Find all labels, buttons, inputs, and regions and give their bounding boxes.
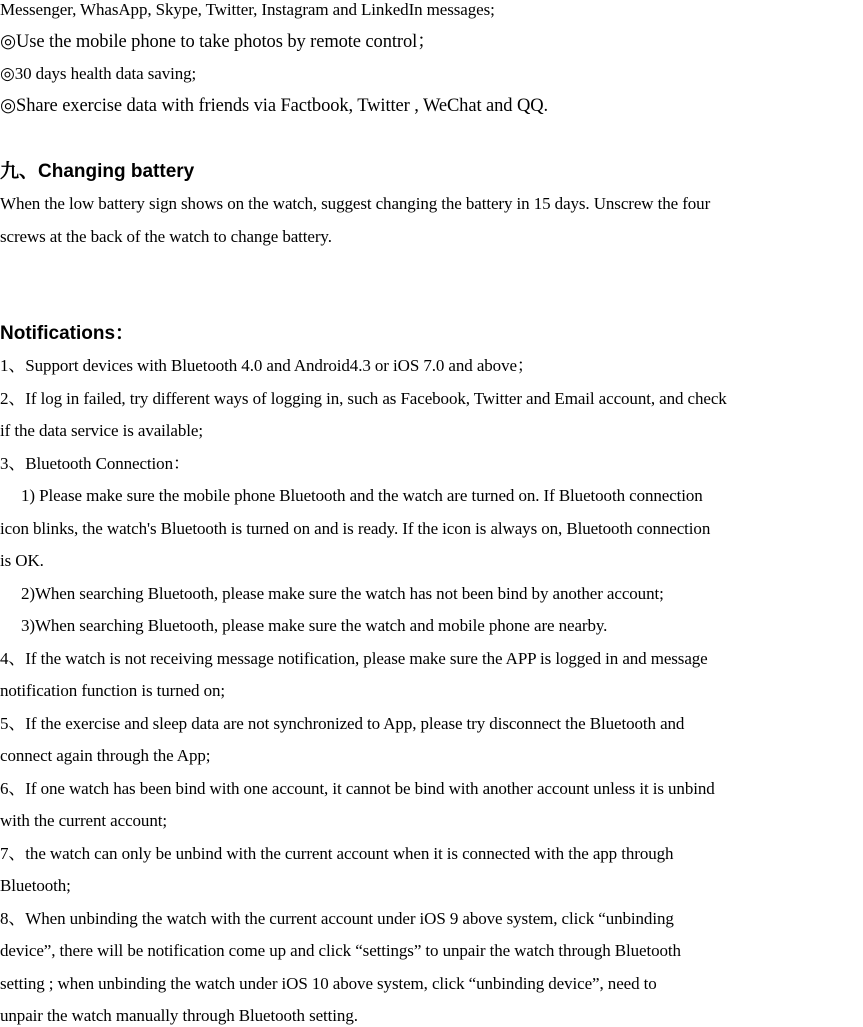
notification-item-line: icon blinks, the watch's Bluetooth is turned on and is ready. If the icon is always on, Bluetooth connection	[0, 519, 711, 538]
notification-item-line: 2、If log in failed, try different ways of logging in, such as Facebook, Twitter and Email account, and check	[0, 389, 727, 408]
notification-subitem-line: 1) Please make sure the mobile phone Bluetooth and the watch are turned on. If Bluetooth connection	[21, 486, 703, 505]
notification-item-line: is OK.	[0, 551, 44, 570]
notification-item-line: 8、When unbinding the watch with the current account under iOS 9 above system, click “unbinding	[0, 909, 674, 928]
feature-remote-photo-line: ◎Use the mobile phone to take photos by remote control；	[0, 32, 436, 52]
notification-subitem-line: 2)When searching Bluetooth, please make sure the watch has not been bind by another account;	[21, 584, 664, 603]
notifications-heading: Notifications：	[0, 323, 135, 344]
feature-health-data-line: ◎30 days health data saving;	[0, 64, 197, 83]
notification-item-line: unpair the watch manually through Bluetooth setting.	[0, 1006, 358, 1025]
notification-item-line: 6、If one watch has been bind with one account, it cannot be bind with another account unless it is unbind	[0, 779, 715, 798]
notification-item-line: device”, there will be notification come up and click “settings” to unpair the watch through Bluetooth	[0, 941, 681, 960]
notification-item-line: setting ; when unbinding the watch under iOS 10 above system, click “unbinding device”, need to	[0, 974, 657, 993]
feature-messages-line: Messenger, WhasApp, Skype, Twitter, Instagram and LinkedIn messages;	[0, 0, 495, 19]
feature-share-data-line: ◎Share exercise data with friends via Factbook, Twitter , WeChat and QQ.	[0, 96, 548, 116]
changing-battery-heading: 九、Changing battery	[0, 161, 195, 182]
notification-item-line: 4、If the watch is not receiving message notification, please make sure the APP is logged in and message	[0, 649, 708, 668]
notification-item-line: with the current account;	[0, 811, 167, 830]
notification-item-line: notification function is turned on;	[0, 681, 226, 700]
battery-text-line: screws at the back of the watch to change battery.	[0, 227, 332, 246]
notification-item-line: 5、If the exercise and sleep data are not synchronized to App, please try disconnect the Bluetooth and	[0, 714, 685, 733]
battery-text-line: When the low battery sign shows on the watch, suggest changing the battery in 15 days. Unscrew the four	[0, 194, 711, 213]
notification-item-line: Bluetooth;	[0, 876, 71, 895]
notification-subitem-line: 3)When searching Bluetooth, please make sure the watch and mobile phone are nearby.	[21, 616, 608, 635]
notification-item-line: connect again through the App;	[0, 746, 211, 765]
notification-item-line: 7、the watch can only be unbind with the current account when it is connected with the app through	[0, 844, 674, 863]
notification-item-line: if the data service is available;	[0, 421, 203, 440]
notification-item-line: 1、Support devices with Bluetooth 4.0 and Android4.3 or iOS 7.0 and above；	[0, 356, 534, 375]
notification-item-line: 3、Bluetooth Connection：	[0, 454, 190, 473]
